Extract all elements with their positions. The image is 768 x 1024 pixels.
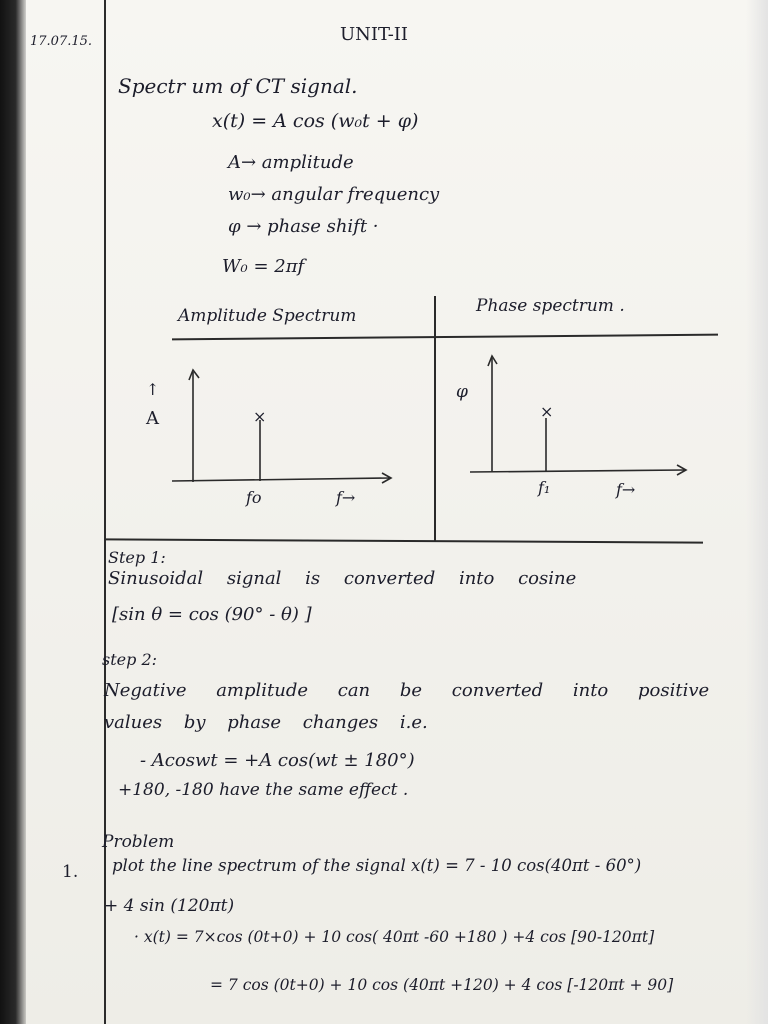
problem-title: Problem: [102, 832, 175, 852]
step1-title: Step 1:: [108, 548, 166, 567]
def-angular-frequency: w₀→ angular frequency: [228, 184, 440, 205]
unit-title: UNIT-II: [340, 24, 409, 45]
amp-f-axis-label: f→: [336, 488, 356, 507]
amplitude-plot: [172, 370, 391, 483]
amp-freq-label: fo: [246, 488, 262, 507]
step1-line2: [sin θ = cos (90° - θ) ]: [112, 604, 312, 625]
phase-axis-label: φ: [456, 382, 468, 402]
date-label: 17.07.15.: [30, 34, 93, 49]
def-amplitude: A→ amplitude: [228, 152, 354, 173]
problem-number: 1.: [62, 862, 79, 882]
def-omega: W₀ = 2πf: [222, 256, 305, 277]
def-phase-shift: φ → phase shift ·: [228, 216, 379, 237]
phase-freq-label: f₁: [538, 478, 551, 497]
problem-work-1: · x(t) = 7×cos (0t+0) + 10 cos( 40πt -60 +180 ) +4 cos [90-120πt]: [134, 928, 655, 946]
problem-statement: plot the line spectrum of the signal x(t) = 7 - 10 cos(40πt - 60°): [112, 856, 642, 875]
signal-equation: x(t) = A cos (w₀t + φ): [212, 110, 419, 132]
section-heading: Spectr um of CT signal.: [118, 74, 358, 98]
step2-line4: +180, -180 have the same effect .: [118, 780, 409, 800]
amp-axis-label: A: [146, 408, 159, 429]
phase-spectrum-title: Phase spectrum .: [476, 296, 625, 316]
amplitude-spectrum-title: Amplitude Spectrum: [178, 306, 357, 326]
problem-work-2: = 7 cos (0t+0) + 10 cos (40πt +120) + 4 cos [-120πt + 90]: [210, 976, 674, 994]
step2-line2: values by phase changes i.e.: [104, 712, 428, 733]
step2-title: step 2:: [102, 650, 158, 669]
phase-f-axis-label: f→: [616, 480, 636, 499]
problem-statement-2: + 4 sin (120πt): [104, 896, 235, 916]
phase-mark: ×: [540, 402, 554, 421]
phase-plot: [470, 356, 686, 475]
step1-line1: Sinusoidal signal is converted into cosine: [108, 568, 577, 589]
amp-mark: ×: [253, 407, 267, 426]
amp-axis-arrow: ↑: [146, 380, 160, 399]
amp-x-axis: [172, 478, 390, 481]
phase-x-axis: [470, 470, 685, 472]
amp-y-arrow: [189, 370, 199, 380]
step2-line3: - Acoswt = +A cos(wt ± 180°): [140, 750, 415, 771]
step2-line1: Negative amplitude can be converted into positive: [104, 680, 710, 701]
